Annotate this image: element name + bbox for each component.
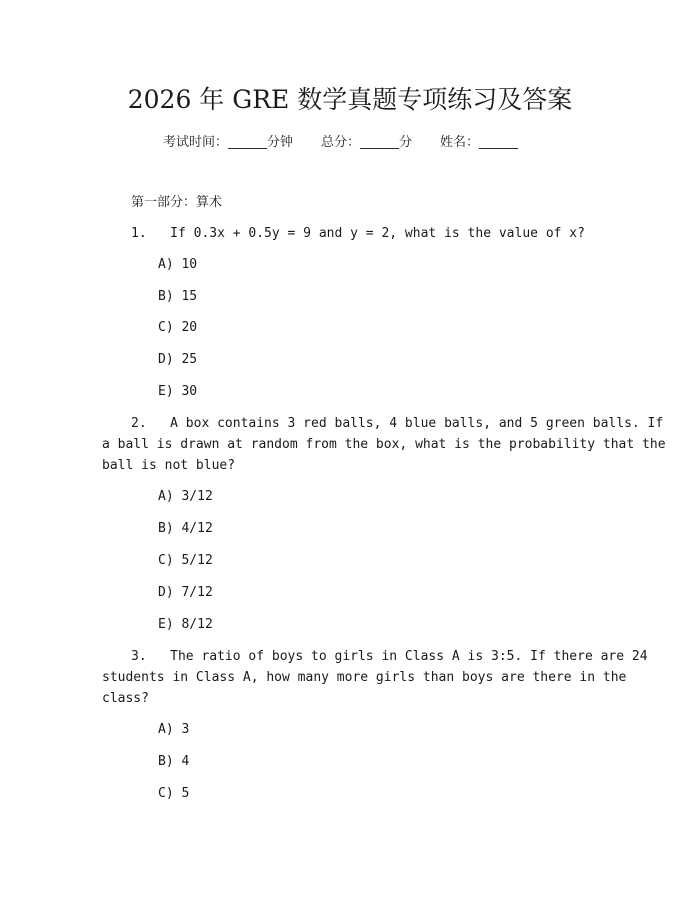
question-1-option-b: B) 15 — [158, 289, 198, 304]
question-3-line-1: 3. The ratio of boys to girls in Class A is 3:5. If there are 24 — [131, 649, 648, 664]
question-2-option-e: E) 8/12 — [158, 617, 213, 632]
question-2-option-d: D) 7/12 — [158, 585, 213, 600]
question-3-option-a: A) 3 — [158, 722, 190, 737]
question-1-text: 1. If 0.3x + 0.5y = 9 and y = 2, what is the value of x? — [131, 226, 585, 241]
question-2-option-a: A) 3/12 — [158, 489, 213, 504]
question-2-line-1: 2. A box contains 3 red balls, 4 blue balls, and 5 green balls. If — [131, 416, 664, 431]
question-1-option-a: A) 10 — [158, 257, 198, 272]
question-2-option-c: C) 5/12 — [158, 553, 213, 568]
exam-time-label: 考试时间：______分钟 — [163, 135, 294, 150]
question-2-line-2: a ball is drawn at random from the box, what is the probability that the — [102, 437, 666, 452]
question-3-option-c: C) 5 — [158, 786, 190, 801]
section-title: 第一部分：算术 — [131, 195, 223, 210]
document-title: 2026 年 GRE 数学真题专项练习及答案 — [127, 85, 573, 114]
question-2-option-b: B) 4/12 — [158, 521, 213, 536]
total-score-label: 总分：______分 — [321, 135, 413, 150]
question-1-option-d: D) 25 — [158, 352, 198, 367]
exam-info-line — [163, 131, 518, 150]
question-1-option-c: C) 20 — [158, 320, 198, 335]
question-3-line-2: students in Class A, how many more girls than boys are there in the — [102, 670, 627, 685]
question-1-option-e: E) 30 — [158, 384, 198, 399]
question-2-line-3: ball is not blue? — [102, 458, 236, 473]
name-label: 姓名：______ — [440, 135, 519, 150]
question-3-line-3: class? — [102, 691, 149, 706]
question-3-option-b: B) 4 — [158, 754, 190, 769]
